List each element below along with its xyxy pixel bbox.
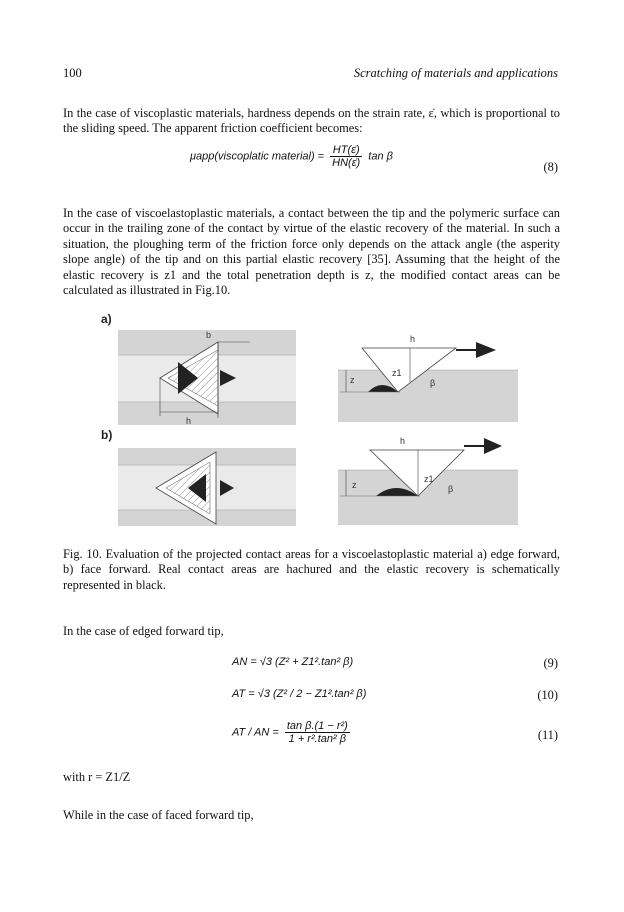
figure-10: [100, 320, 530, 530]
equation-9: AN = √3 (Z² + Z1².tan² β): [232, 656, 354, 668]
equation-11: [232, 720, 353, 745]
equation-11-fraction: [285, 720, 350, 745]
equation-8-number: (8): [543, 160, 558, 174]
figure-a-side-view: [338, 342, 518, 422]
figure-a-label-beta: β: [430, 378, 436, 388]
figure-a-label-b: b: [206, 330, 212, 340]
equation-10: AT = √3 (Z² / 2 − Z1².tan² β): [232, 688, 367, 700]
equation-8-lhs: μapp(viscoplatic material) =: [190, 150, 325, 163]
running-title: Scratching of materials and applications: [353, 66, 558, 80]
equation-8: [190, 144, 393, 169]
figure-a-label-z1: z1: [392, 368, 402, 378]
equation-8-denominator: HN(ε̇): [332, 157, 361, 169]
equation-9-number: (9): [543, 656, 558, 670]
equation-11-number: (11): [537, 728, 558, 742]
page-number: 100: [63, 66, 82, 80]
equation-11-denominator: 1 + r².tan² β: [288, 733, 346, 745]
paragraph-viscoplastic: In the case of viscoplastic materials, hardness depends on the strain rate, ε̇, which is proportional to the sliding speed. The apparent friction coefficient becomes:: [63, 106, 560, 136]
equation-11-numerator: tan β.(1 − r²): [286, 720, 348, 732]
figure-b-label-z1: z1: [424, 474, 434, 484]
equation-8-fraction: [330, 144, 362, 169]
figure-a-label-h: h: [186, 416, 192, 426]
figure-a-label-z: z: [350, 375, 355, 385]
figure-caption: Fig. 10. Evaluation of the projected contact areas for a viscoelastoplastic material a) edge forward, b) face forward. Real contact areas are hachured and the elastic recovery is schematically represented in black.: [63, 547, 560, 592]
equation-11-lhs: AT / AN =: [232, 726, 279, 739]
equation-8-tail: tan β: [368, 150, 393, 163]
paragraph-viscoelastoplastic: In the case of viscoelastoplastic materials, a contact between the tip and the polymeric surface can occur in the trailing zone of the contact by virtue of the elastic recovery of the material. In such a situation, the ploughing term of the friction force only depends on the attack angle (the asperity slope angle) of the tip and on this partial elastic recovery [35]. Assuming that the height of the elastic recovery is z1 and the total penetration depth is z, the modified contact areas can be calculated as illustrated in Fig.10.: [63, 206, 560, 298]
with-r-definition: with r = Z1/Z: [63, 770, 131, 784]
figure-b-label-h: h: [400, 436, 406, 446]
figure-b-top-view: [118, 448, 296, 526]
figure-label-b: b): [101, 428, 113, 442]
figure-a-label-h-side: h: [410, 334, 416, 344]
equation-10-number: (10): [537, 688, 558, 702]
figure-b-label-beta: β: [448, 484, 454, 494]
figure-label-a: a): [101, 312, 112, 326]
figure-b-label-z: z: [352, 480, 357, 490]
paragraph-edged-forward: In the case of edged forward tip,: [63, 624, 224, 638]
figure-a-top-view: [118, 330, 296, 425]
paragraph-faced-forward: While in the case of faced forward tip,: [63, 808, 254, 822]
equation-8-numerator: HT(ε̇): [330, 144, 362, 157]
